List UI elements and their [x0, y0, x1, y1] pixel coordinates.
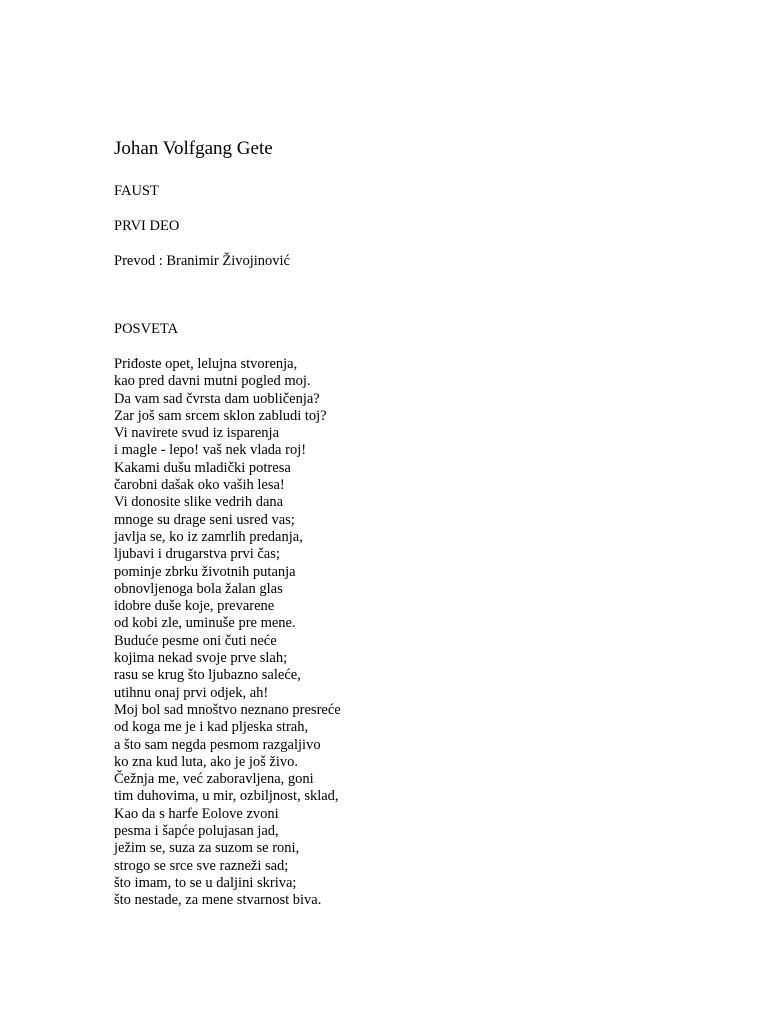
poem-line: od koga me je i kad pljeska strah,	[114, 719, 309, 736]
poem-line: od kobi zle, uminuše pre mene.	[114, 615, 296, 632]
poem-line: mnoge su drage seni usred vas;	[114, 511, 295, 528]
poem-line: Vi donosite slike vedrih dana	[114, 494, 284, 511]
poem-line: ljubavi i drugarstva prvi čas;	[114, 546, 280, 563]
poem-line: utihnu onaj prvi odjek, ah!	[114, 684, 269, 701]
poem-line: Kakami dušu mladički potresa	[114, 459, 291, 476]
poem-text	[114, 356, 341, 910]
poem-line: rasu se krug što ljubazno saleće,	[114, 667, 301, 684]
poem-line: Moj bol sad mnoštvo neznano presreće	[114, 701, 341, 718]
poem-line: Zar još sam srcem sklon zabludi toj?	[114, 407, 327, 424]
poem-line: ko zna kud luta, ako je još živo.	[114, 753, 299, 770]
poem-line: što nestade, za mene stvarnost biva.	[114, 892, 322, 909]
poem-line: što imam, to se u daljini skriva;	[114, 874, 297, 891]
poem-line: obnovljenoga bola žalan glas	[114, 580, 283, 597]
section-heading: POSVETA	[114, 321, 179, 337]
poem-line: kojima nekad svoje prve slah;	[114, 650, 288, 667]
work-title: FAUST	[114, 183, 159, 199]
poem-line: a što sam negda pesmom razgaljivo	[114, 736, 321, 753]
poem-line: i magle - lepo! vaš nek vlada roj!	[114, 442, 307, 459]
poem-line: Buduće pesme oni čuti neće	[114, 632, 277, 649]
poem-line: Da vam sad čvrsta dam uobličenja?	[114, 390, 320, 407]
poem-line: tim duhovima, u mir, ozbiljnost, sklad,	[114, 788, 339, 805]
translator-credit: Prevod : Branimir Živojinović	[114, 253, 290, 269]
poem-line: ježim se, suza za suzom se roni,	[114, 840, 300, 857]
poem-line: Kao da s harfe Eolove zvoni	[114, 805, 279, 822]
poem-line: idobre duše koje, prevarene	[114, 598, 275, 615]
poem-line: Vi navirete svud iz isparenja	[114, 425, 280, 442]
part-title: PRVI DEO	[114, 218, 180, 234]
poem-line: javlja se, ko iz zamrlih predanja,	[114, 528, 303, 545]
poem-line: Priđoste opet, lelujna stvorenja,	[114, 356, 298, 372]
poem-line: Čežnja me, već zaboravljena, goni	[114, 771, 314, 788]
poem-line: pesma i šapće polujasan jad,	[114, 823, 279, 840]
poem-line: čarobni dašak oko vaših lesa!	[114, 477, 285, 494]
poem-line: pominje zbrku životnih putanja	[114, 563, 296, 580]
poem-line: strogo se srce sve razneži sad;	[114, 857, 289, 874]
author-name: Johan Volfgang Gete	[114, 138, 273, 159]
poem-line: kao pred davni mutni pogled moj.	[114, 373, 311, 390]
